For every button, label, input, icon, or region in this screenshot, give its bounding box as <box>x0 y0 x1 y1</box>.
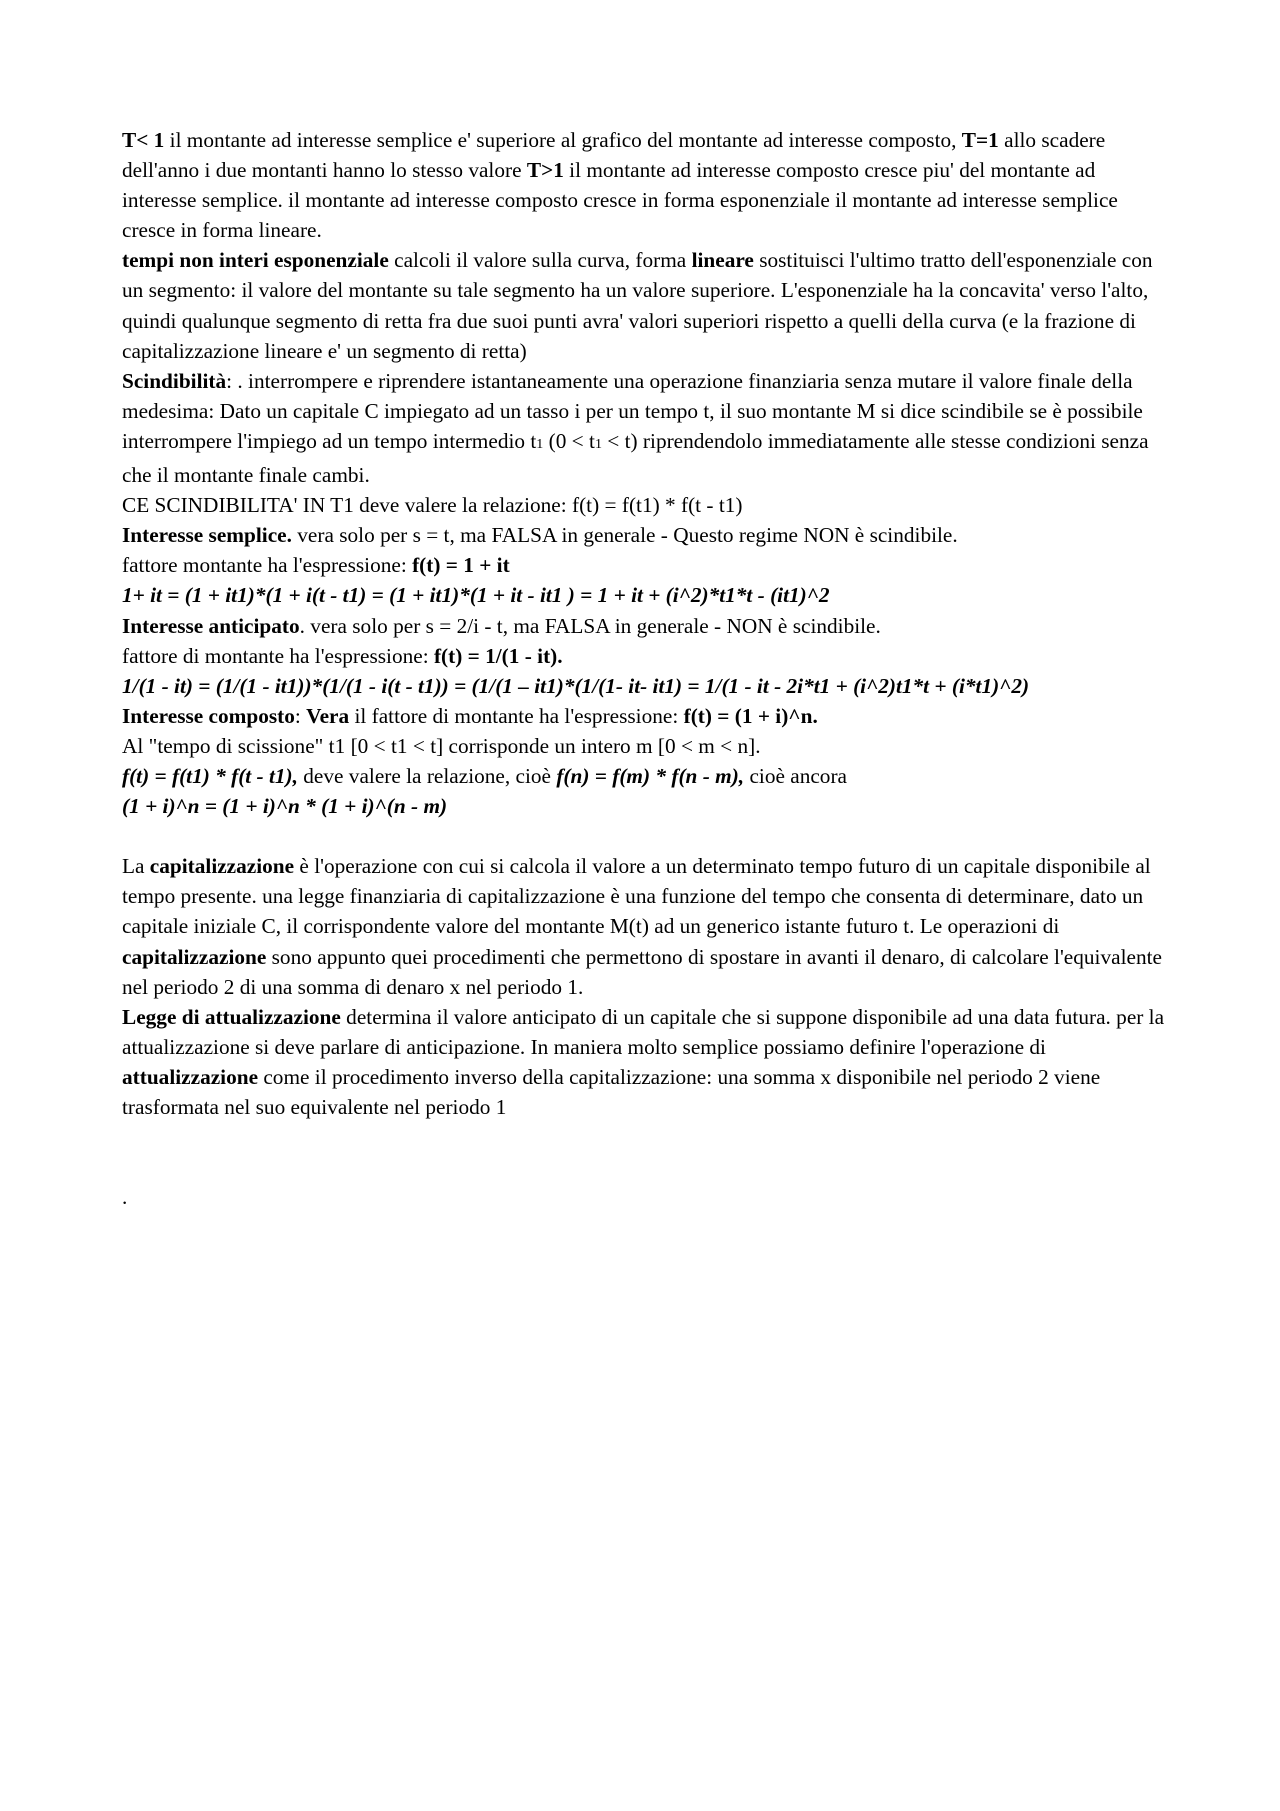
bold-t-less-1: T< 1 <box>122 128 165 152</box>
text: . vera solo per s = 2/i - t, ma FALSA in generale - NON è scindibile. <box>299 613 881 638</box>
text: vera solo per s = t, ma FALSA in generale - Questo regime NON è scindibile. <box>291 523 958 548</box>
bold-interesse-semplice: Interesse semplice. <box>122 523 292 548</box>
text: come il procedimento inverso della capitalizzazione: una somma x disponibile nel periodo 2 viene trasformata nel suo equivalente nel periodo 1 <box>122 1064 1101 1119</box>
paragraph-interesse-composto <box>122 701 1172 731</box>
text: sono appunto quei procedimenti che permettono di spostare in avanti il denaro, di calcolare l'equivalente nel periodo 2 di una somma di denaro x nel periodo 1. <box>122 944 1162 999</box>
bold-capitalizzazione: capitalizzazione <box>122 944 267 969</box>
bold-capitalizzazione: capitalizzazione <box>149 854 295 879</box>
bold-formula: f(t) = 1 + it <box>412 553 510 578</box>
paragraph-attualizzazione <box>122 1002 1172 1122</box>
bold-interesse-anticipato: Interesse anticipato <box>122 613 300 638</box>
paragraph-montante-comparison <box>122 125 1172 245</box>
trailing-dot: . <box>122 1185 128 1210</box>
document-page <box>122 125 1172 1212</box>
text: allo scadere dell'anno i due montanti hanno lo stesso valore <box>122 128 1106 183</box>
text: il montante ad interesse composto cresce piu' del montante ad interesse semplice. il montante ad interesse composto cresce in forma esponenziale il montante ad interesse semplice cresce in forma lineare. <box>122 158 1118 243</box>
paragraph-scindibilita <box>122 366 1172 490</box>
subscript: 1 <box>536 436 544 452</box>
formula-inline: f(t) = f(t1) * f(t - t1), <box>122 763 298 788</box>
text: fattore montante ha l'espressione: <box>122 553 413 578</box>
paragraph-tempi-non-interi <box>122 245 1172 365</box>
bold-legge-attualizzazione: Legge di attualizzazione <box>122 1004 341 1029</box>
bold-attualizzazione: attualizzazione <box>122 1064 259 1089</box>
paragraph-interesse-semplice <box>122 520 1172 550</box>
text: determina il valore anticipato di un capitale che si suppone disponibile ad una data futura. per la attualizzazione si deve parlare di anticipazione. In maniera molto semplice possiamo definire l'operazione di <box>122 1004 1165 1059</box>
bold-lineare: lineare <box>691 248 754 273</box>
bold-interesse-composto: Interesse composto <box>122 703 295 728</box>
blank-line <box>122 821 1172 851</box>
text: (0 < t <box>543 428 595 453</box>
bold-vera: Vera <box>306 703 350 728</box>
text: La <box>122 854 150 879</box>
text: : . interrompere e riprendere istantaneamente una operazione finanziaria senza mutare il valore finale della medesima: Dato un capitale C impiegato ad un tasso i per un tempo t, il suo montante M si dice scindibile se è possibile interrompere l'impiego ad un tempo intermedio t <box>122 368 1143 453</box>
text: è l'operazione con cui si calcola il valore a un determinato tempo futuro di un capitale disponibile al tempo presente. una legge finanziaria di capitalizzazione è una funzione del tempo che consenta di determinare, dato un capitale iniziale C, il corrispondente valore del montante M(t) ad un generico istante futuro t. Le operazioni di <box>122 854 1151 939</box>
bold-t-greater-1: T>1 <box>526 158 564 183</box>
text: deve valere la relazione, cioè <box>297 763 557 788</box>
text: sostituisci l'ultimo tratto dell'esponenziale con un segmento: il valore del montante su tale segmento ha un valore superiore. L'esponenziale ha la concavita' verso l'alto, quindi qualunque segmento di retta fra due suoi punti avra' valori superiori rispetto a quelli della curva (e la frazione di capitalizzazione lineare e' un segmento di retta) <box>122 248 1153 363</box>
text: fattore di montante ha l'espressione: <box>122 643 434 668</box>
formula-interesse-composto: (1 + i)^n = (1 + i)^n * (1 + i)^(n - m) <box>122 794 448 819</box>
bold-t-equal-1: T=1 <box>961 128 999 152</box>
text: il montante ad interesse semplice e' superiore al grafico del montante ad interesse composto, <box>164 128 962 152</box>
bold-formula: f(t) = (1 + i)^n. <box>683 703 818 728</box>
text: il fattore di montante ha l'espressione: <box>349 703 684 728</box>
text: : <box>294 703 307 728</box>
paragraph-tempo-scissione: Al "tempo di scissione" t1 [0 < t1 < t] corrisponde un intero m [0 < m < n]. <box>122 733 761 758</box>
paragraph-fattore-montante-semplice <box>122 550 1172 580</box>
text: < t) riprendendolo immediatamente alle stesse condizioni senza che il montante finale cambi. <box>122 428 1149 488</box>
formula-interesse-anticipato: 1/(1 - it) = (1/(1 - it1))*(1/(1 - i(t - t1)) = (1/(1 – it1)*(1/(1- it- it1) = 1/(1 - it - 2i*t1 + (i^2)t1*t + (i*t1)^2) <box>122 673 1030 698</box>
paragraph-capitalizzazione <box>122 851 1172 1001</box>
bold-scindibilita: Scindibilità <box>122 368 227 393</box>
paragraph-ce-scindibilita: CE SCINDIBILITA' IN T1 deve valere la relazione: f(t) = f(t1) * f(t - t1) <box>122 493 743 518</box>
text: calcoli il valore sulla curva, forma <box>388 248 692 273</box>
bold-tempi-non-interi: tempi non interi esponenziale <box>122 248 389 273</box>
bold-formula: f(t) = 1/(1 - it). <box>433 643 563 668</box>
formula-interesse-semplice: 1+ it = (1 + it1)*(1 + i(t - t1) = (1 + it1)*(1 + it - it1 ) = 1 + it + (i^2)*t1*t - (it1)^2 <box>122 583 830 608</box>
text: cioè ancora <box>744 763 847 788</box>
subscript: 1 <box>594 436 602 452</box>
formula-inline: f(n) = f(m) * f(n - m), <box>556 763 745 788</box>
paragraph-interesse-anticipato <box>122 611 1172 641</box>
paragraph-fattore-montante-anticipato <box>122 641 1172 671</box>
paragraph-relazione <box>122 761 1172 791</box>
